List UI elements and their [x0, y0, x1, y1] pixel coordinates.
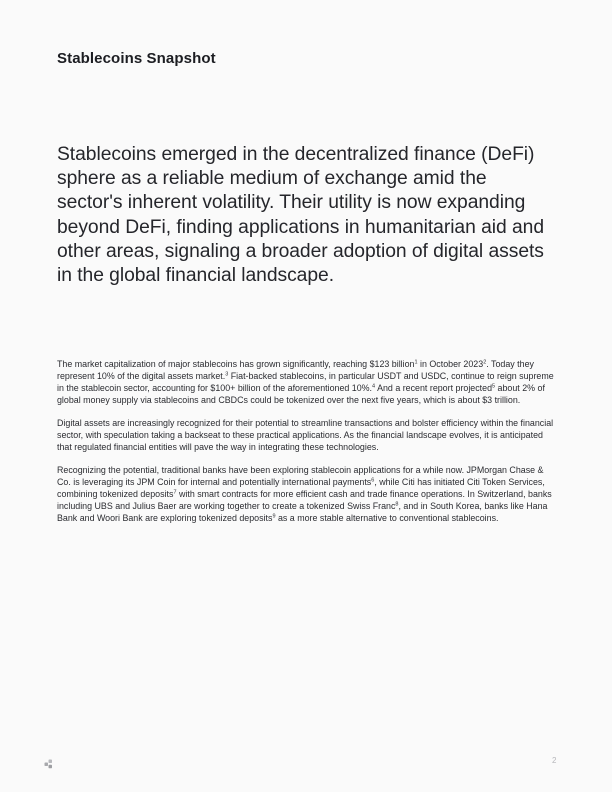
text-segment: as a more stable alternative to conventional stablecoins. [275, 513, 499, 524]
footnote-ref-4[interactable]: 4 [372, 383, 376, 390]
text-segment: Recognizing the potential, traditional banks have been exploring stablecoin applications for a while now. JPMorgan Chase & Co. is leveraging its JPM Coin for internal and potentially international payments [57, 464, 544, 487]
footnote-ref-2[interactable]: 2 [483, 359, 487, 366]
paragraph-banks [57, 464, 557, 524]
page-number: 2 [552, 756, 557, 765]
text-segment: And a recent report projected [375, 383, 493, 394]
footnote-ref-8[interactable]: 8 [395, 501, 399, 508]
text-segment: Fiat-backed stablecoins, in particular USDT and USDC, continue to reign supreme in the stablecoin sector, accounting for $100+ billion of the aforementioned 10%. [57, 371, 554, 394]
text-segment: about 2% of global money supply via stablecoins and CBDCs could be tokenized over the next five years, which is about $3 trillion. [57, 383, 545, 406]
footnote-ref-7[interactable]: 7 [173, 489, 177, 496]
text-segment: Digital assets are increasingly recognized for their potential to streamline transactions and bolster efficiency within the financial sector, with speculation taking a backseat to these practical applications. As the financial landscape evolves, it is anticipated that regulated financial entities will pave the way in integrating these technologies. [57, 417, 554, 453]
footnote-ref-1[interactable]: 1 [414, 359, 418, 366]
text-segment: in October 2023 [417, 359, 484, 369]
text-segment: The market capitalization of major stablecoins has grown significantly, reaching $123 billion [57, 359, 415, 369]
text-segment: , and in South Korea, banks like Hana Bank and Woori Bank are exploring tokenized deposits [57, 500, 548, 524]
text-segment: . Today they represent 10% of the digital assets market. [57, 359, 534, 382]
text-segment: with smart contracts for more efficient cash and trade finance operations. In Switzerland, banks including UBS and Julius Baer are working together to create a tokenized Swiss Franc [57, 488, 552, 511]
page-title: Stablecoins Snapshot [57, 50, 216, 67]
footnote-ref-6[interactable]: 6 [371, 477, 375, 484]
body-text [57, 358, 557, 535]
footnote-ref-9[interactable]: 9 [272, 513, 276, 520]
paragraph-digital-assets [57, 417, 557, 453]
footnote-ref-5[interactable]: 5 [492, 383, 496, 390]
text-segment: , while Citi has initiated Citi Token Services, combining tokenized deposits [57, 476, 545, 499]
footnote-ref-3[interactable]: 3 [225, 371, 229, 378]
nodes-logo-icon [44, 756, 54, 766]
paragraph-market-cap [57, 358, 557, 406]
lead-paragraph: Stablecoins emerged in the decentralized finance (DeFi) sphere as a reliable medium of exchange amid the sector's inherent volatility. Their utility is now expanding beyond DeFi, finding applications in humanitarian aid and other areas, signaling a broader adoption of digital assets in the global financial landscape. [57, 144, 544, 287]
